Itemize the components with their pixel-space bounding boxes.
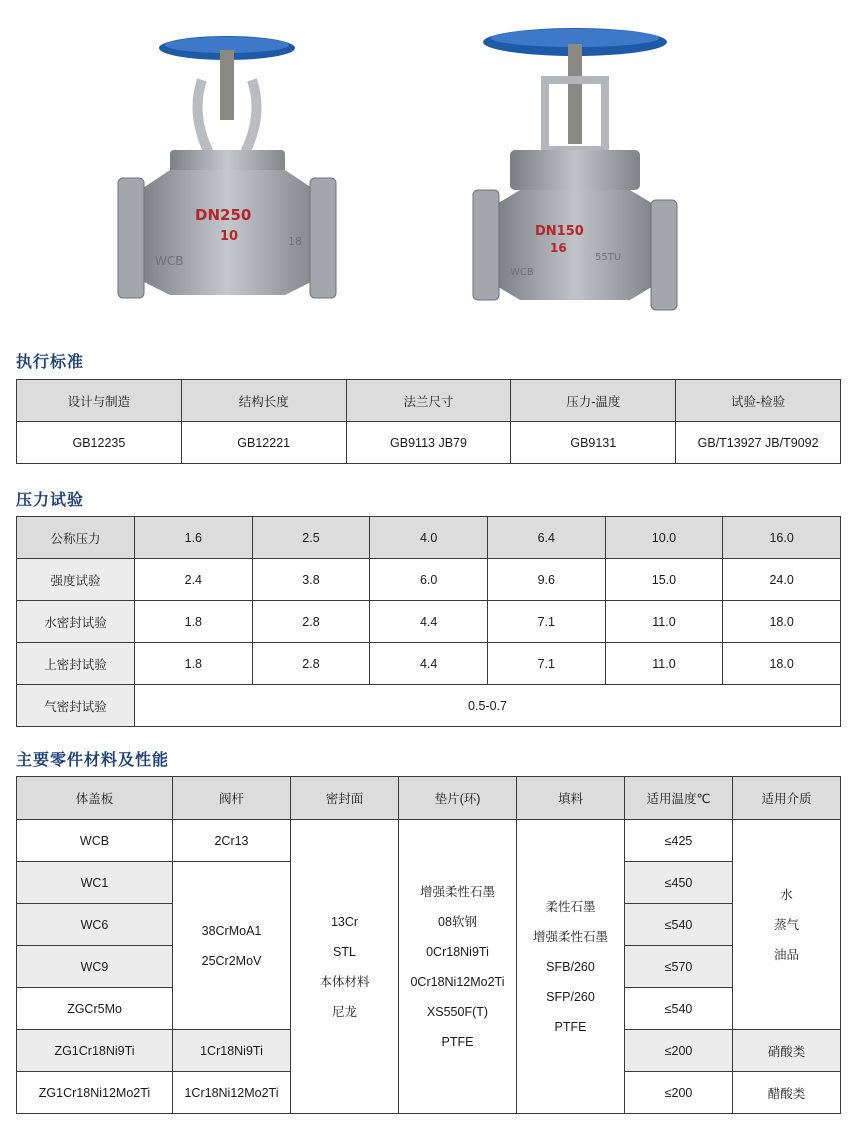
table-header-row: [17, 380, 841, 422]
table-cell: 2.8: [252, 601, 370, 643]
header-cell: 适用介质: [733, 777, 841, 820]
table-cell: 醋酸类: [733, 1072, 841, 1114]
table-cell: 1.8: [135, 601, 253, 643]
packing-cell: [517, 820, 625, 1114]
header-cell: 结构长度: [181, 380, 346, 422]
table-cell: 2.4: [135, 559, 253, 601]
row-label: 强度试验: [17, 559, 135, 601]
table-cell: ≤200: [625, 1030, 733, 1072]
pressure-table: [16, 516, 841, 727]
packing-item: 增强柔性石墨: [532, 929, 608, 944]
gasket-cell: [399, 820, 517, 1114]
header-cell: 密封面: [291, 777, 399, 820]
table-cell: ≤450: [625, 862, 733, 904]
header-cell: 法兰尺寸: [346, 380, 511, 422]
stem-group-cell: [173, 862, 291, 1030]
table-row: [17, 643, 841, 685]
table-cell: 15.0: [605, 559, 723, 601]
valve-pressure-mark: 10: [220, 229, 239, 244]
valve-material-mark: WCB: [510, 267, 534, 278]
table-cell: 16.0: [723, 517, 841, 559]
valve-side-mark: 18: [288, 235, 302, 248]
table-cell: WC6: [17, 904, 173, 946]
row-label: 气密封试验: [17, 685, 135, 727]
table-cell: 1Cr18Ni9Ti: [173, 1030, 291, 1072]
materials-table: [16, 776, 841, 1114]
table-cell: GB9113 JB79: [346, 422, 511, 464]
stem-item: 38CrMoA1: [201, 923, 262, 938]
pressure-title: 压力试验: [16, 490, 85, 509]
header-cell: 阀杆: [173, 777, 291, 820]
gasket-item: 0Cr18Ni12Mo2Ti: [410, 974, 505, 989]
table-cell: 3.8: [252, 559, 370, 601]
seal-item: 13Cr: [330, 914, 359, 929]
table-row: [17, 601, 841, 643]
valve-size-mark: DN250: [195, 206, 252, 224]
table-cell: 4.4: [370, 601, 488, 643]
header-cell: 试验-检验: [676, 380, 841, 422]
table-cell: ≤200: [625, 1072, 733, 1114]
table-cell: ≤540: [625, 904, 733, 946]
valve-material-mark: WCB: [155, 254, 184, 268]
table-cell: ≤425: [625, 820, 733, 862]
seal-item: 尼龙: [331, 1004, 357, 1019]
gasket-item: 08软钢: [438, 914, 477, 929]
materials-title: 主要零件材料及性能: [16, 750, 170, 769]
table-cell: 1.6: [135, 517, 253, 559]
table-cell: 6.0: [370, 559, 488, 601]
packing-item: SFP/260: [546, 989, 595, 1004]
gasket-item: XS550F(T): [426, 1004, 489, 1019]
table-cell: 4.4: [370, 643, 488, 685]
stem-item: 25Cr2MoV: [201, 953, 262, 968]
table-cell: WC1: [17, 862, 173, 904]
packing-item: SFB/260: [546, 959, 595, 974]
globe-valve-dn150-image: [465, 20, 685, 320]
table-cell: 24.0: [723, 559, 841, 601]
table-cell: GB9131: [511, 422, 676, 464]
standards-title: 执行标准: [16, 352, 85, 371]
table-cell: 7.1: [487, 643, 605, 685]
packing-item: PTFE: [554, 1019, 587, 1034]
globe-valve-dn250-image: [110, 20, 360, 320]
table-cell: ≤570: [625, 946, 733, 988]
table-cell: 18.0: [723, 643, 841, 685]
header-cell: 垫片(环): [399, 777, 517, 820]
table-cell: 硝酸类: [733, 1030, 841, 1072]
header-cell: 适用温度℃: [625, 777, 733, 820]
medium-item: 油品: [773, 947, 799, 962]
table-cell: WC9: [17, 946, 173, 988]
medium-cell: [733, 820, 841, 1030]
table-cell: 10.0: [605, 517, 723, 559]
header-cell: 压力-温度: [511, 380, 676, 422]
table-cell: 7.1: [487, 601, 605, 643]
medium-item: 蒸气: [773, 917, 799, 932]
seal-item: STL: [333, 944, 356, 959]
table-cell: 1Cr18Ni12Mo2Ti: [173, 1072, 291, 1114]
table-cell: 6.4: [487, 517, 605, 559]
seal-cell: [291, 820, 399, 1114]
table-cell: 1.8: [135, 643, 253, 685]
table-row: [17, 517, 841, 559]
table-cell: ZG1Cr18Ni9Ti: [17, 1030, 173, 1072]
row-label: 上密封试验: [17, 643, 135, 685]
table-cell: 2Cr13: [173, 820, 291, 862]
table-cell: ZGCr5Mo: [17, 988, 173, 1030]
gasket-item: 0Cr18Ni9Ti: [426, 944, 489, 959]
table-cell: ZG1Cr18Ni12Mo2Ti: [17, 1072, 173, 1114]
header-cell: 设计与制造: [17, 380, 182, 422]
table-cell: 4.0: [370, 517, 488, 559]
table-row: [17, 820, 841, 862]
row-label: 公称压力: [17, 517, 135, 559]
table-row: [17, 422, 841, 464]
table-cell: ≤540: [625, 988, 733, 1030]
table-row: [17, 685, 841, 727]
seal-item: 本体材料: [319, 974, 370, 989]
header-cell: 填料: [517, 777, 625, 820]
row-label: 水密封试验: [17, 601, 135, 643]
gasket-item: 增强柔性石墨: [419, 884, 495, 899]
table-cell: 18.0: [723, 601, 841, 643]
table-cell: GB12221: [181, 422, 346, 464]
header-cell: 体盖板: [17, 777, 173, 820]
product-photos: [0, 0, 850, 340]
table-cell: WCB: [17, 820, 173, 862]
valve-size-mark: DN150: [535, 224, 584, 239]
valve-pressure-mark: 16: [550, 241, 567, 255]
standards-table: [16, 379, 841, 464]
table-cell: GB/T13927 JB/T9092: [676, 422, 841, 464]
table-cell: GB12235: [17, 422, 182, 464]
table-cell: 9.6: [487, 559, 605, 601]
table-cell: 11.0: [605, 643, 723, 685]
valve-side-mark: 55TU: [595, 252, 622, 263]
table-row: [17, 559, 841, 601]
table-header-row: [17, 777, 841, 820]
gasket-item: PTFE: [441, 1034, 474, 1049]
table-cell: 11.0: [605, 601, 723, 643]
table-cell: 0.5-0.7: [135, 685, 841, 727]
table-cell: 2.8: [252, 643, 370, 685]
packing-item: 柔性石墨: [545, 899, 596, 914]
medium-item: 水: [780, 887, 793, 902]
table-cell: 2.5: [252, 517, 370, 559]
